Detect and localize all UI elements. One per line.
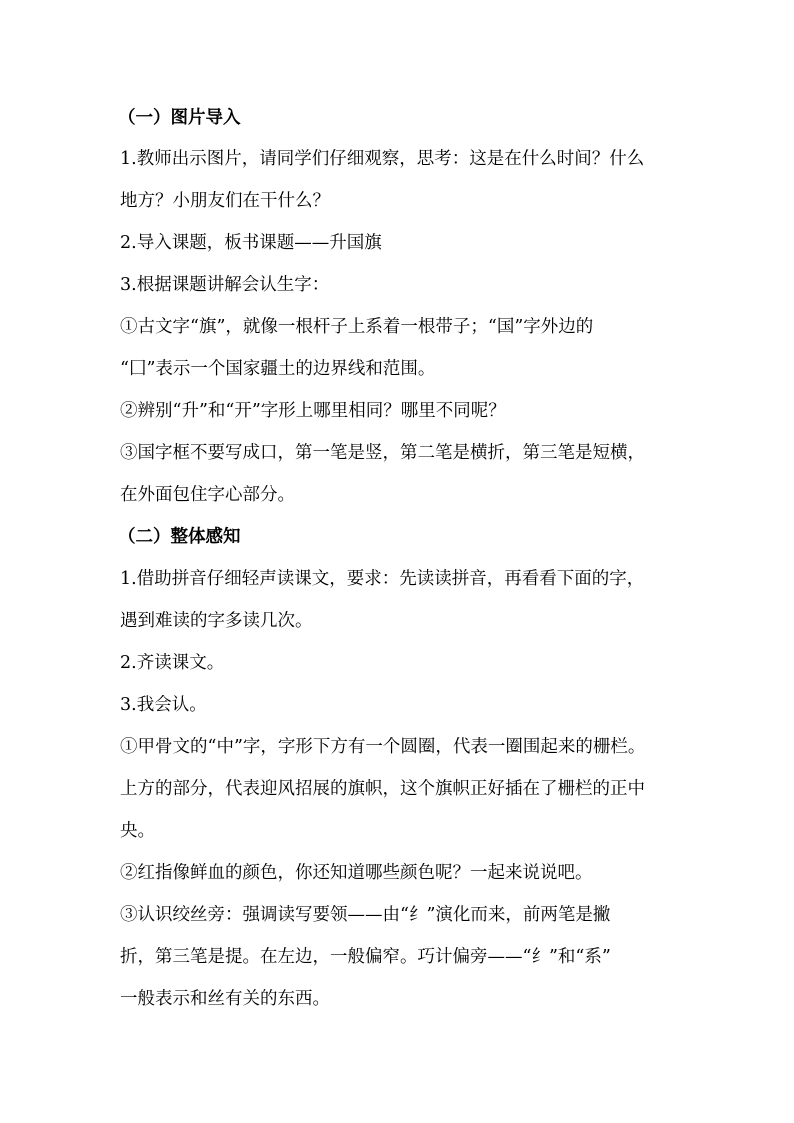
paragraph-line: 2.导入课题，板书课题——升国旗: [120, 233, 382, 253]
paragraph-line: ①甲骨文的“中”字，字形下方有一个圆圈，代表一圈围起来的栅栏。: [120, 737, 646, 757]
paragraph-line: 在外面包住字心部分。: [120, 485, 295, 505]
paragraph-line: 3.我会认。: [120, 695, 207, 715]
paragraph-line: 一般表示和丝有关的东西。: [120, 989, 330, 1009]
paragraph-line: 2.齐读课文。: [120, 653, 225, 673]
paragraph-line: ③国字框不要写成口，第一笔是竖，第二笔是横折，第三笔是短横，: [120, 443, 645, 463]
paragraph-line: 折，第三笔是提。在左边，一般偏窄。巧计偏旁——“纟”和“系”: [120, 947, 611, 967]
section-heading-1: （一）图片导入: [118, 108, 241, 128]
paragraph-line: 央。: [120, 821, 155, 841]
paragraph-line: ①古文字“旗”，就像一根杆子上系着一根带子；“国”字外边的: [120, 317, 594, 337]
paragraph-line: 遇到难读的字多读几次。: [120, 611, 313, 631]
paragraph-line: ③认识绞丝旁：强调读写要领——由“纟”演化而来，前两笔是撇: [120, 905, 611, 925]
paragraph-line: 3.根据课题讲解会认生字：: [120, 275, 330, 295]
paragraph-line: “囗”表示一个国家疆土的边界线和范围。: [120, 359, 436, 379]
paragraph-line: 1.教师出示图片，请同学们仔细观察，思考：这是在什么时间？什么: [120, 149, 645, 169]
paragraph-line: 地方？小朋友们在干什么？: [120, 191, 330, 211]
section-heading-2: （二）整体感知: [118, 527, 241, 547]
paragraph-line: ②红指像鲜血的颜色，你还知道哪些颜色呢？一起来说说吧。: [120, 863, 593, 883]
paragraph-line: ②辨别“升”和“开”字形上哪里相同？哪里不同呢？: [120, 401, 506, 421]
paragraph-line: 上方的部分，代表迎风招展的旗帜，这个旗帜正好插在了栅栏的正中: [120, 779, 645, 799]
paragraph-line: 1.借助拼音仔细轻声读课文，要求：先读读拼音，再看看下面的字，: [120, 569, 645, 589]
